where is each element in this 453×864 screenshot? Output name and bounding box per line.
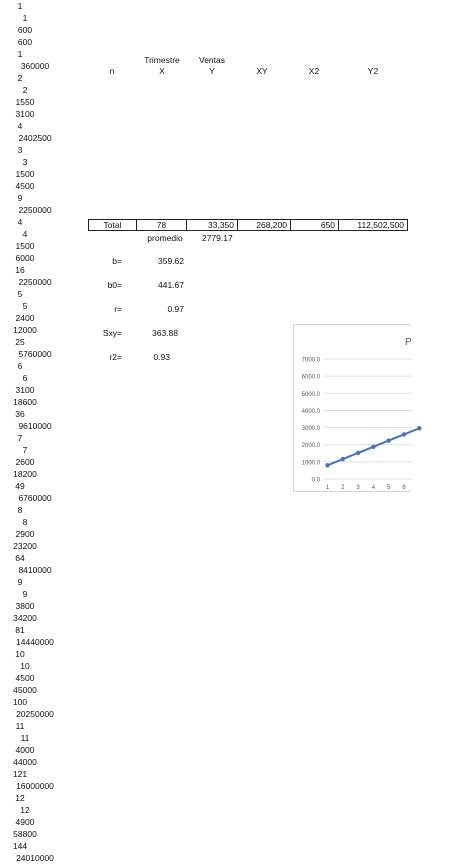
- y-tick-label: 7000.0: [301, 357, 320, 364]
- table-cell: 2: [22, 85, 28, 95]
- table-cell: 5: [22, 301, 28, 311]
- table-cell: 100: [12, 697, 28, 707]
- data-point: [417, 426, 421, 430]
- table-cell: 5760000: [18, 349, 52, 359]
- table-cell: 11: [15, 721, 25, 731]
- table-cell: 25: [15, 337, 25, 347]
- table-cell: 7: [17, 433, 23, 443]
- table-cell: 360000: [20, 61, 50, 71]
- total-cell: 78: [136, 219, 187, 231]
- header-top-cell: Trimestre: [144, 55, 180, 65]
- table-cell: 121: [12, 769, 28, 779]
- table-cell: 3: [22, 157, 28, 167]
- header-cell: n: [109, 66, 115, 76]
- total-cell: Total: [88, 219, 137, 231]
- table-cell: 11: [20, 733, 30, 743]
- table-cell: 16000000: [16, 781, 54, 791]
- line-chart: [293, 324, 411, 492]
- promedio-label: promedio: [147, 233, 183, 243]
- table-cell: 144: [12, 841, 28, 851]
- y-tick-label: 5000.0: [301, 391, 320, 398]
- table-cell: 4500: [15, 673, 35, 683]
- total-cell: 33,350: [186, 219, 238, 231]
- x-tick-label: 6: [402, 485, 406, 491]
- x-tick-label: 3: [356, 485, 360, 491]
- table-cell: 12: [15, 793, 25, 803]
- table-cell: 64: [15, 553, 25, 563]
- y-tick-label: 4000.0: [301, 408, 320, 415]
- table-cell: 44000: [13, 757, 37, 767]
- header-cell: XY: [256, 66, 268, 76]
- stat-value: 441.67: [158, 280, 184, 290]
- x-tick-label: 1: [325, 485, 330, 491]
- data-point: [341, 457, 345, 461]
- table-cell: 2: [17, 73, 23, 83]
- stat-value: 359.62: [158, 256, 184, 266]
- table-cell: 7: [22, 445, 28, 455]
- table-cell: 4: [17, 121, 23, 131]
- table-cell: 5: [17, 289, 23, 299]
- x-tick-label: 4: [371, 485, 376, 491]
- y-tick-label: 3000.0: [301, 426, 320, 433]
- table-cell: 9: [22, 589, 28, 599]
- x-tick-label: 5: [387, 485, 391, 491]
- table-cell: 9: [17, 193, 23, 203]
- promedio-value: 2779.17: [202, 233, 233, 243]
- stat-value: 0.97: [167, 304, 184, 314]
- x-tick-label: 2: [341, 485, 345, 491]
- table-cell: 1550: [15, 97, 35, 107]
- table-cell: 1500: [15, 241, 35, 251]
- table-cell: 2900: [15, 529, 35, 539]
- table-cell: 9: [17, 577, 23, 587]
- total-cell: 650: [290, 219, 339, 231]
- table-cell: 6: [17, 361, 23, 371]
- header-cell: X: [159, 66, 165, 76]
- stat-value: 363.88: [152, 328, 178, 338]
- table-cell: 49: [15, 481, 25, 491]
- data-point: [387, 438, 391, 442]
- table-cell: 3800: [15, 601, 35, 611]
- table-cell: 6760000: [18, 493, 52, 503]
- table-cell: 4: [17, 217, 23, 227]
- table-cell: 8410000: [18, 565, 52, 575]
- y-tick-label: 0.0: [311, 477, 320, 484]
- table-cell: 58800: [13, 829, 37, 839]
- table-cell: 6000: [15, 253, 35, 263]
- table-cell: 81: [15, 625, 25, 635]
- table-cell: 10: [15, 649, 25, 659]
- stat-label: b=: [112, 256, 122, 266]
- table-cell: 18200: [13, 469, 37, 479]
- header-cell: Y: [209, 66, 215, 76]
- table-cell: 3100: [15, 109, 35, 119]
- stat-label: r=: [114, 304, 122, 314]
- table-cell: 24010000: [16, 853, 54, 863]
- table-cell: 8: [17, 505, 23, 515]
- data-point: [325, 463, 329, 467]
- y-tick-label: 6000.0: [301, 374, 320, 381]
- table-cell: 20250000: [16, 709, 54, 719]
- data-point: [356, 451, 360, 455]
- total-cell: 268,200: [237, 219, 291, 231]
- table-cell: 12000: [13, 325, 37, 335]
- header-cell: X2: [308, 66, 320, 76]
- table-cell: 3100: [15, 385, 35, 395]
- table-cell: 23200: [13, 541, 37, 551]
- chart-svg: [294, 325, 412, 493]
- table-cell: 4: [22, 229, 28, 239]
- data-point: [402, 432, 406, 436]
- stat-label: r2=: [109, 352, 122, 362]
- stat-value: 0.93: [153, 352, 170, 362]
- table-cell: 4000: [15, 745, 35, 755]
- table-cell: 4500: [15, 181, 35, 191]
- table-cell: 18600: [13, 397, 37, 407]
- table-cell: 34200: [13, 613, 37, 623]
- total-cell: 112,502,500: [338, 219, 408, 231]
- table-cell: 6: [22, 373, 28, 383]
- table-cell: 14440000: [16, 637, 54, 647]
- y-tick-label: 2000.0: [301, 443, 320, 450]
- table-cell: 1: [17, 1, 23, 11]
- table-cell: 2400: [15, 313, 35, 323]
- table-cell: 3: [17, 145, 23, 155]
- chart-title: P: [405, 337, 412, 348]
- table-cell: 4900: [15, 817, 35, 827]
- table-cell: 12: [20, 805, 30, 815]
- table-cell: 45000: [13, 685, 37, 695]
- table-cell: 600: [17, 25, 33, 35]
- table-cell: 9610000: [18, 421, 52, 431]
- y-tick-label: 1000.0: [301, 460, 320, 467]
- table-cell: 2250000: [18, 205, 52, 215]
- table-cell: 16: [15, 265, 25, 275]
- table-cell: 1: [22, 13, 28, 23]
- table-cell: 2250000: [18, 277, 52, 287]
- table-cell: 10: [20, 661, 30, 671]
- header-top-cell: Ventas: [199, 55, 225, 65]
- header-cell: Y2: [367, 66, 379, 76]
- table-cell: 2402500: [18, 133, 52, 143]
- table-cell: 36: [15, 409, 25, 419]
- stat-label: Sxy=: [102, 328, 122, 338]
- table-cell: 8: [22, 517, 28, 527]
- table-cell: 1500: [15, 169, 35, 179]
- table-cell: 2600: [15, 457, 35, 467]
- table-cell: 600: [17, 37, 33, 47]
- table-cell: 1: [17, 49, 23, 59]
- data-point: [371, 445, 375, 449]
- stat-label: b0=: [107, 280, 122, 290]
